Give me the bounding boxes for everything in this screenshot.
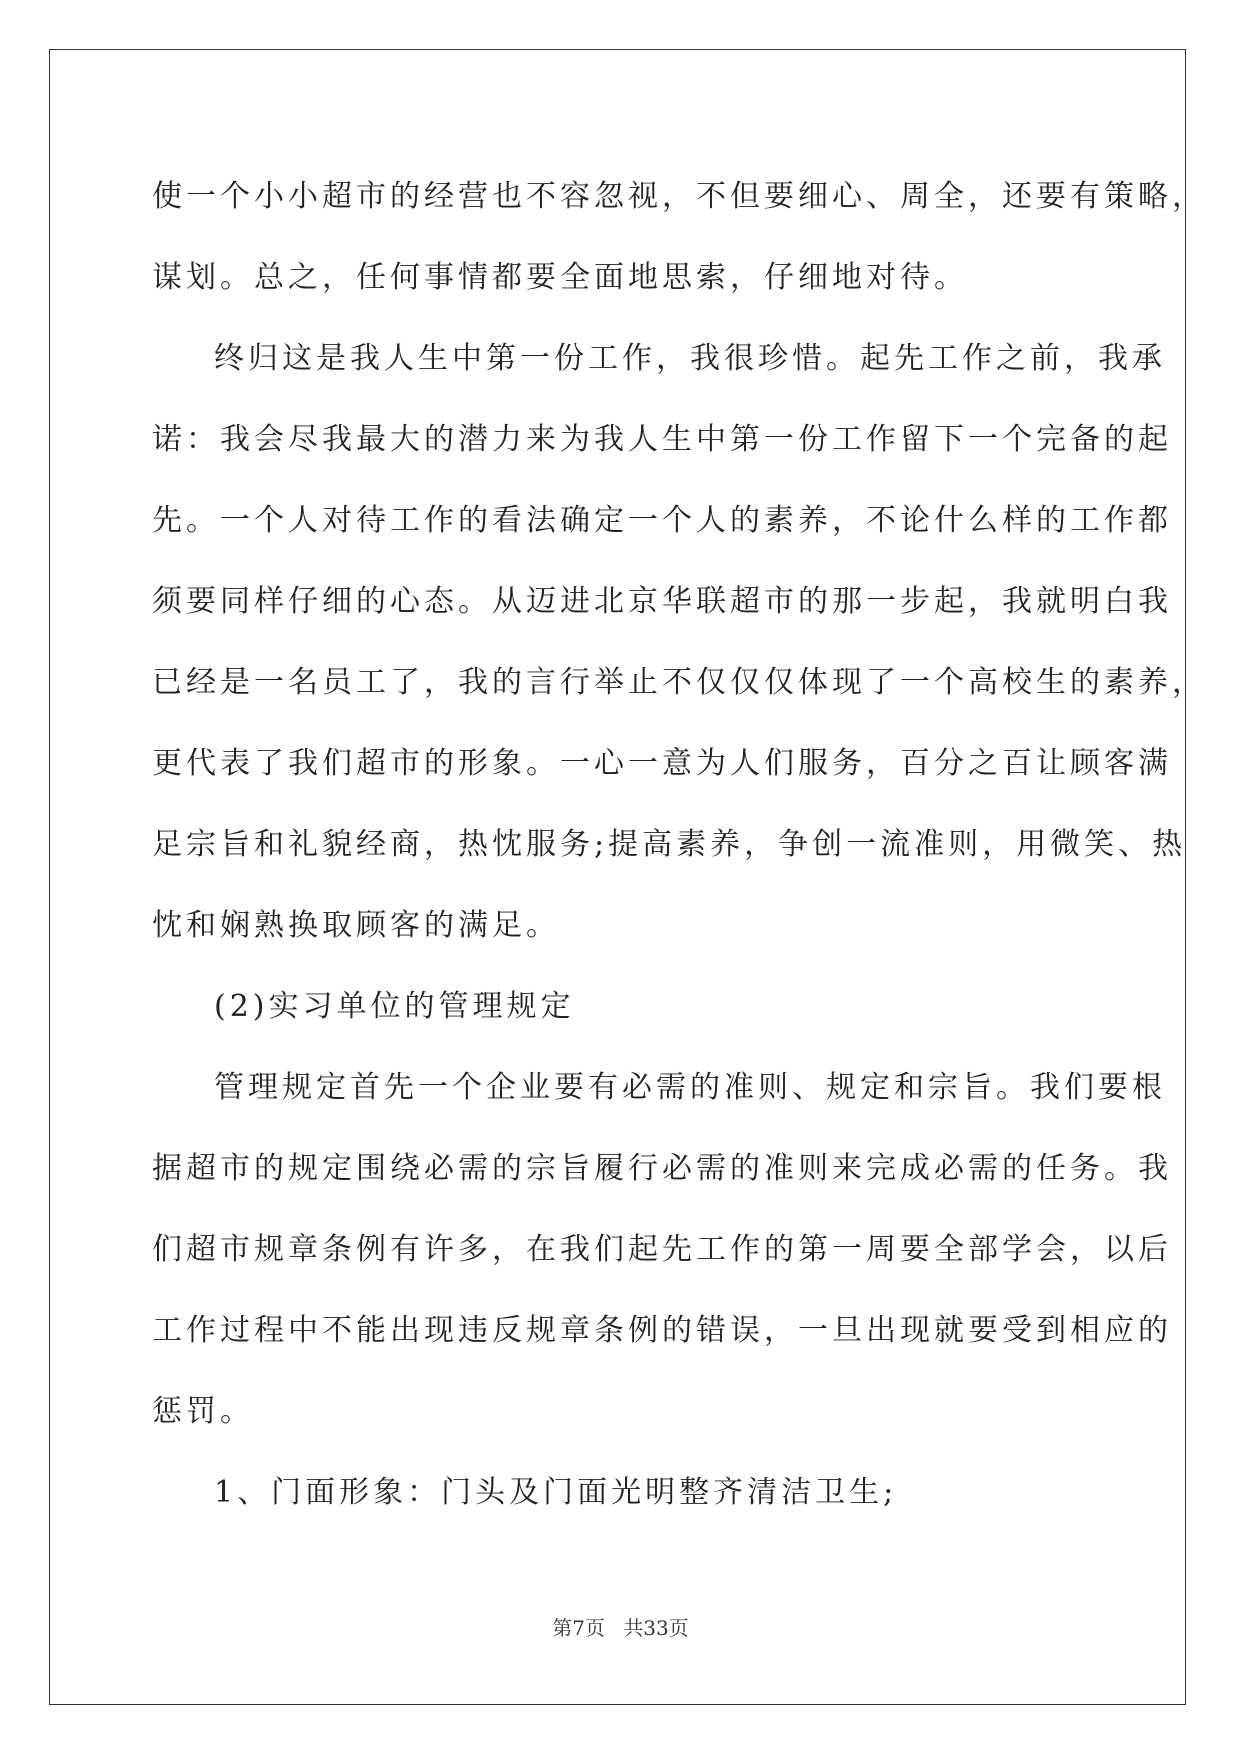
document-body [152, 156, 1206, 1533]
text-line: 们超市规章条例有许多，在我们起先工作的第一周要全部学会，以后 [152, 1232, 1172, 1267]
text-line: 据超市的规定围绕必需的宗旨履行必需的准则来完成必需的任务。我 [152, 1151, 1172, 1186]
text-line: 已经是一名员工了，我的言行举止不仅仅仅体现了一个高校生的素养， [152, 665, 1206, 700]
page-number: 第7页 [552, 1616, 605, 1640]
page-total: 共33页 [623, 1616, 689, 1640]
page-footer [0, 1612, 1241, 1641]
text-line: 须要同样仔细的心态。从迈进北京华联超市的那一步起，我就明白我 [152, 584, 1172, 619]
paragraph-start: 终归这是我人生中第一份工作，我很珍惜。起先工作之前，我承 [214, 341, 1166, 376]
list-item: 1、门面形象：门头及门面光明整齐清洁卫生; [214, 1475, 898, 1510]
section-heading: (2)实习单位的管理规定 [214, 989, 575, 1024]
text-line: 使一个小小超市的经营也不容忽视，不但要细心、周全，还要有策略， [152, 179, 1206, 214]
text-line: 工作过程中不能出现违反规章条例的错误，一旦出现就要受到相应的 [152, 1313, 1172, 1348]
text-line: 更代表了我们超市的形象。一心一意为人们服务，百分之百让顾客满 [152, 746, 1172, 781]
text-line: 足宗旨和礼貌经商，热忱服务;提高素养，争创一流准则，用微笑、热 [152, 827, 1187, 862]
paragraph-start: 管理规定首先一个企业要有必需的准则、规定和宗旨。我们要根 [214, 1070, 1166, 1105]
text-line: 先。一个人对待工作的看法确定一个人的素养，不论什么样的工作都 [152, 503, 1172, 538]
text-line: 忱和娴熟换取顾客的满足。 [152, 908, 560, 943]
text-line: 谋划。总之，任何事情都要全面地思索，仔细地对待。 [152, 260, 968, 295]
text-line: 诺：我会尽我最大的潜力来为我人生中第一份工作留下一个完备的起 [152, 422, 1172, 457]
text-line: 惩罚。 [152, 1394, 254, 1429]
